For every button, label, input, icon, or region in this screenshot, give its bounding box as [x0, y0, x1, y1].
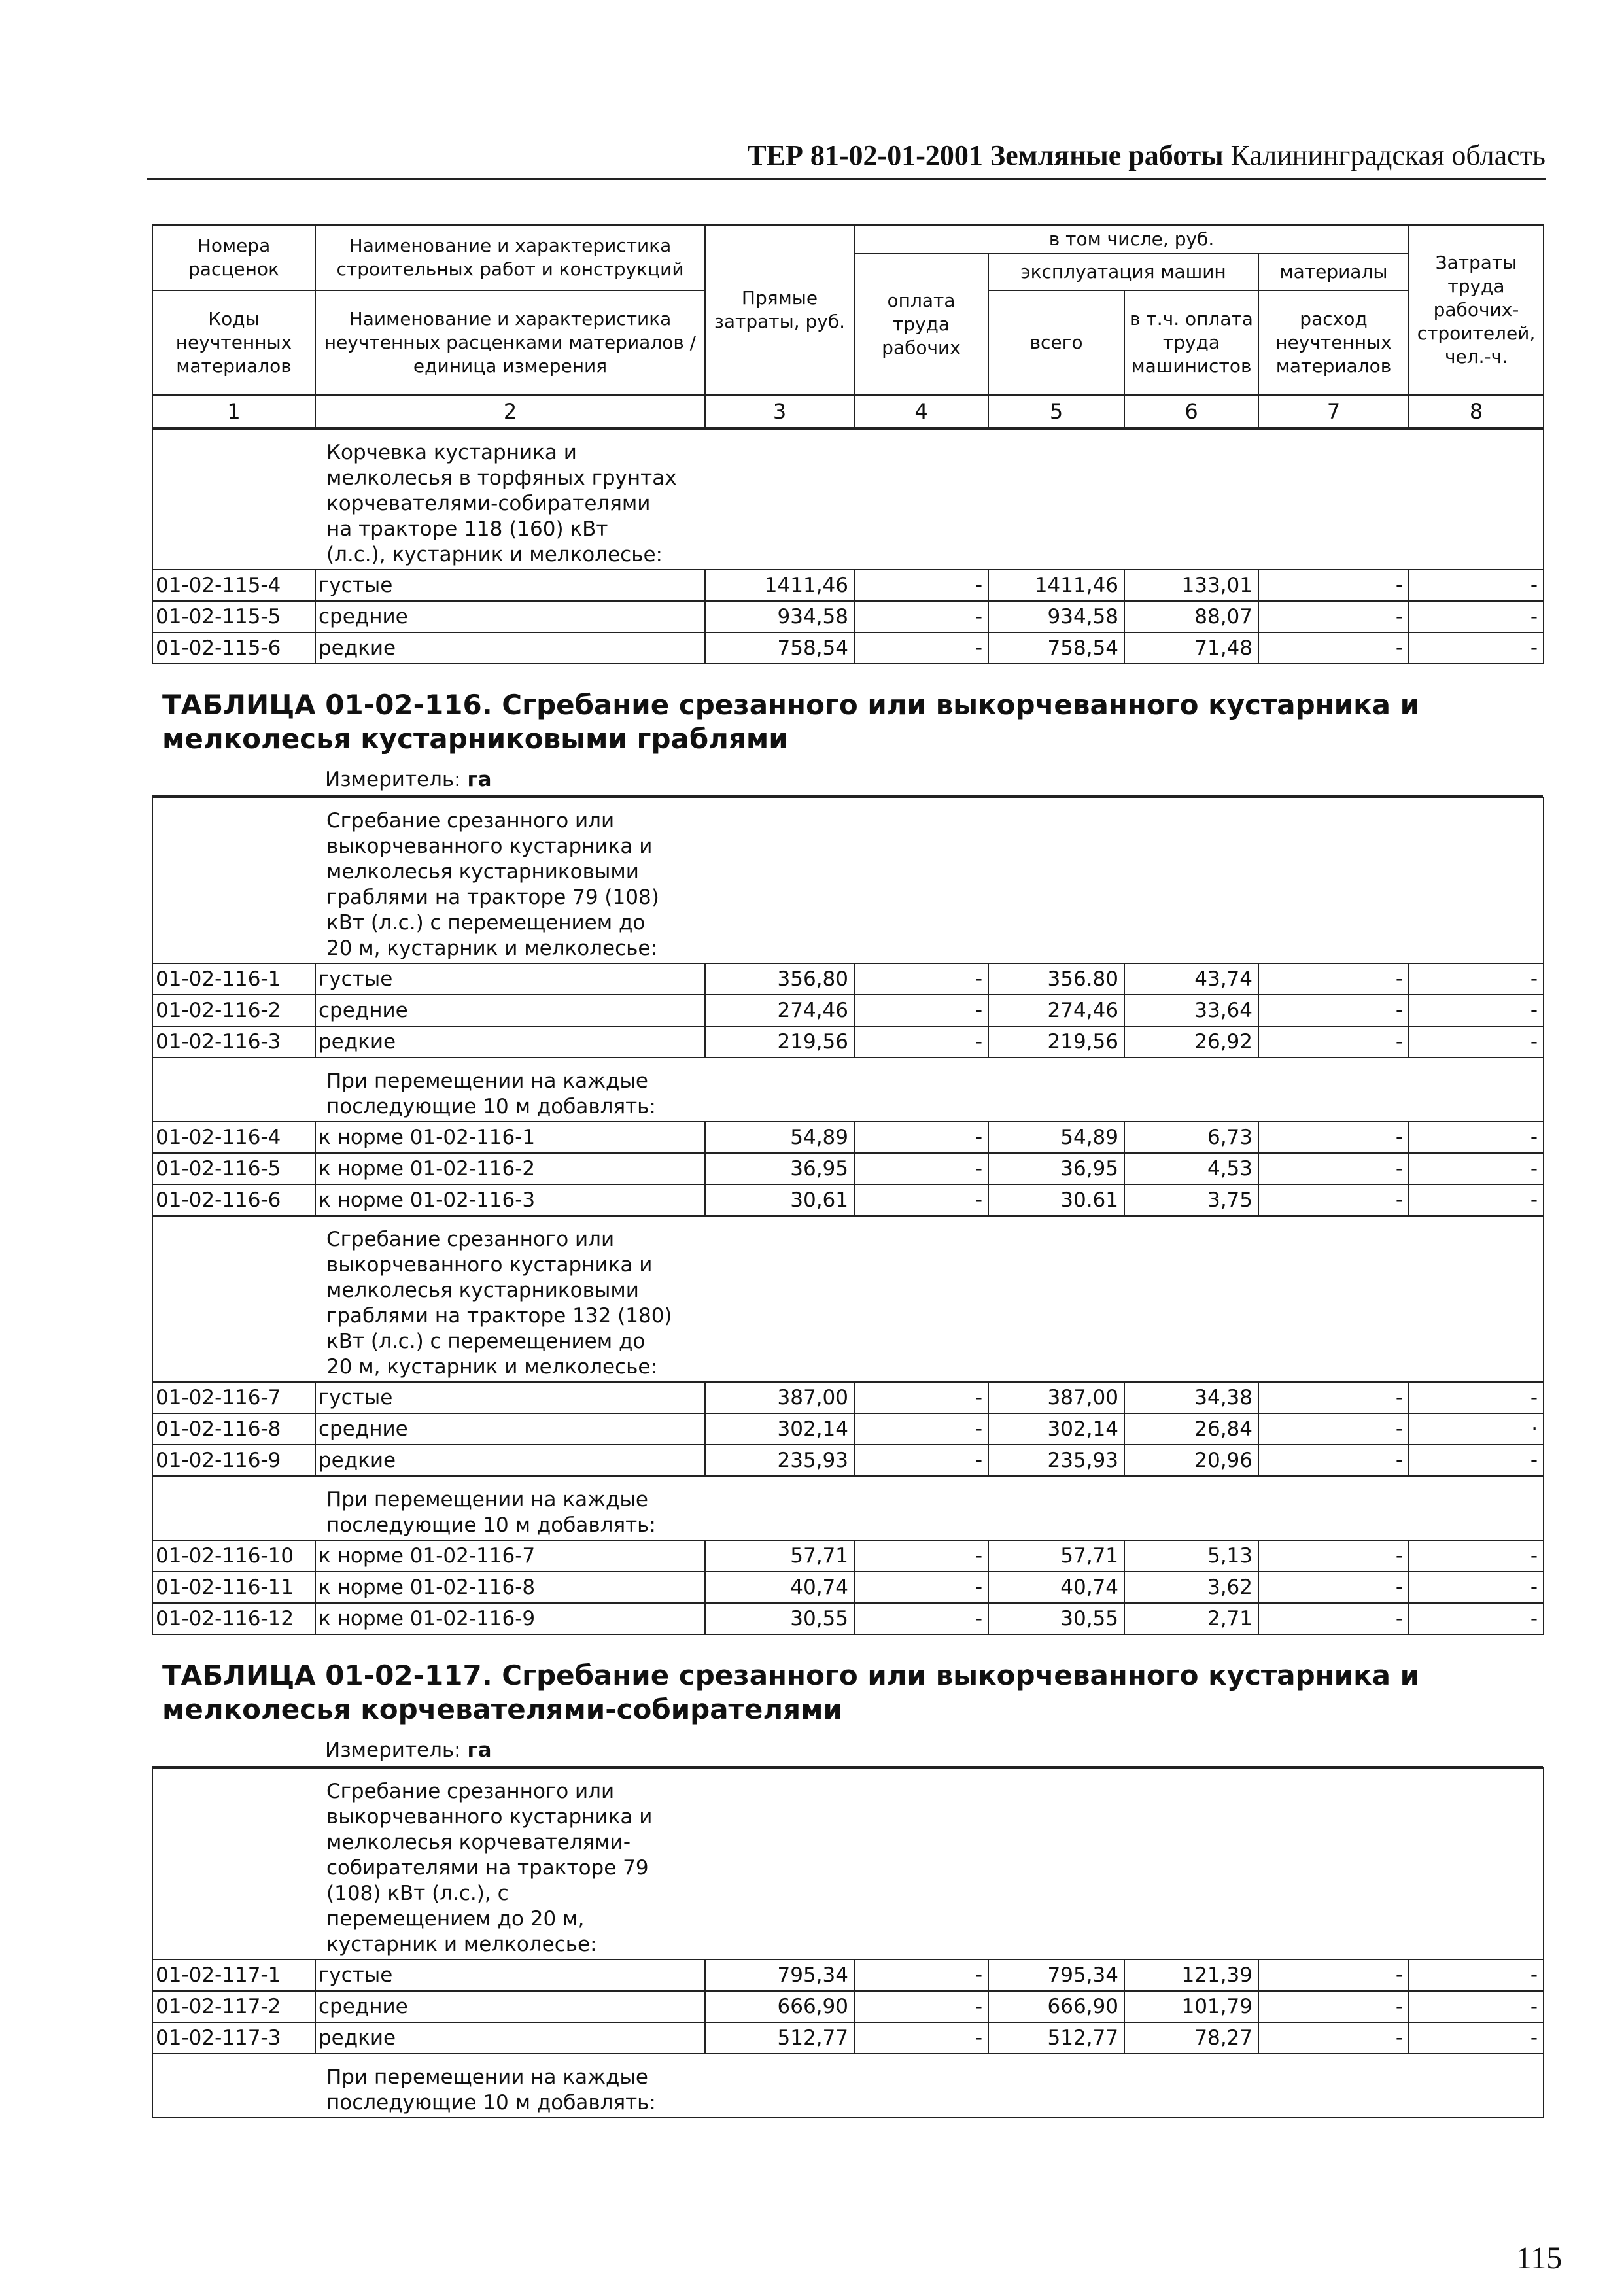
cell-worker-pay: -	[854, 1445, 988, 1476]
cell-machines-total: 235,93	[988, 1445, 1124, 1476]
section-description: Корчевка кустарника и мелколесья в торфяных грунтах корчевателями-собирателями на тракторе 118 (160) кВт (л.с.), кустарник и мелколесье:	[152, 429, 1544, 570]
document-code: ТЕР 81-02-01-2001	[747, 139, 983, 171]
header-material-name: Наименование и характеристика неучтенных расценками материалов / единица измерения	[315, 290, 705, 395]
table-row	[152, 1991, 1544, 2022]
cell-materials: -	[1258, 2022, 1409, 2054]
cell-rate-code: 01-02-117-1	[152, 1959, 315, 1991]
cell-labor-hours: -	[1409, 1991, 1544, 2022]
header-worker-pay: оплата труда рабочих	[854, 254, 988, 395]
table-body	[152, 428, 1543, 2118]
table-row	[152, 963, 1544, 995]
section-description: При перемещении на каждые последующие 10 м добавлять:	[152, 1476, 1544, 1540]
cell-labor-hours: -	[1409, 1540, 1544, 1572]
cell-direct-costs: 30,55	[705, 1603, 854, 1634]
cell-machines-total: 219,56	[988, 1026, 1124, 1058]
cell-operator-pay: 5,13	[1124, 1540, 1258, 1572]
cell-direct-costs: 758,54	[705, 632, 854, 664]
cell-materials: -	[1258, 1603, 1409, 1634]
cell-materials: -	[1258, 963, 1409, 995]
header-materials: материалы	[1258, 254, 1409, 290]
cell-work-name: густые	[315, 570, 705, 601]
cell-worker-pay: -	[854, 963, 988, 995]
cell-work-name: к норме 01-02-116-8	[315, 1572, 705, 1603]
cell-machines-total: 1411,46	[988, 570, 1124, 601]
cell-work-name: редкие	[315, 632, 705, 664]
table-row	[152, 570, 1544, 601]
cell-labor-hours: -	[1409, 1382, 1544, 1413]
cell-operator-pay: 121,39	[1124, 1959, 1258, 1991]
column-number: 3	[705, 395, 854, 428]
cell-materials: -	[1258, 995, 1409, 1026]
cell-labor-hours: -	[1409, 632, 1544, 664]
cell-materials: -	[1258, 632, 1409, 664]
region: Калининградская область	[1230, 139, 1546, 171]
unit-value: га	[467, 768, 492, 791]
cell-materials: -	[1258, 1122, 1409, 1153]
cell-rate-code: 01-02-116-10	[152, 1540, 315, 1572]
cell-work-name: к норме 01-02-116-3	[315, 1184, 705, 1216]
column-number: 8	[1409, 395, 1544, 428]
table-row	[152, 1122, 1544, 1153]
cell-work-name: средние	[315, 1413, 705, 1445]
cell-labor-hours: -	[1409, 1445, 1544, 1476]
cell-rate-code: 01-02-116-4	[152, 1122, 315, 1153]
cell-machines-total: 302,14	[988, 1413, 1124, 1445]
header-work-name: Наименование и характеристика строительных работ и конструкций	[315, 225, 705, 290]
column-number: 6	[1124, 395, 1258, 428]
cell-rate-code: 01-02-116-8	[152, 1413, 315, 1445]
cell-work-name: к норме 01-02-116-1	[315, 1122, 705, 1153]
cell-operator-pay: 43,74	[1124, 963, 1258, 995]
cell-operator-pay: 101,79	[1124, 1991, 1258, 2022]
cell-direct-costs: 1411,46	[705, 570, 854, 601]
cell-rate-code: 01-02-115-5	[152, 601, 315, 632]
cell-direct-costs: 795,34	[705, 1959, 854, 1991]
cell-direct-costs: 57,71	[705, 1540, 854, 1572]
table-row	[152, 995, 1544, 1026]
cell-worker-pay: -	[854, 1184, 988, 1216]
cell-labor-hours: -	[1409, 1572, 1544, 1603]
header-material-consumption: расход неучтенных материалов	[1258, 290, 1409, 395]
cell-work-name: редкие	[315, 1026, 705, 1058]
table-row	[152, 1959, 1544, 1991]
cell-machines-total: 54,89	[988, 1122, 1124, 1153]
cell-direct-costs: 387,00	[705, 1382, 854, 1413]
cell-machines-total: 36,95	[988, 1153, 1124, 1184]
cell-rate-code: 01-02-116-1	[152, 963, 315, 995]
cell-operator-pay: 78,27	[1124, 2022, 1258, 2054]
cell-operator-pay: 3,75	[1124, 1184, 1258, 1216]
cell-worker-pay: -	[854, 2022, 988, 2054]
cell-worker-pay: -	[854, 1991, 988, 2022]
rates-table	[152, 1767, 1544, 2118]
rates-table	[152, 428, 1544, 664]
cell-materials: -	[1258, 1413, 1409, 1445]
cell-materials: -	[1258, 1153, 1409, 1184]
column-number: 7	[1258, 395, 1409, 428]
cell-worker-pay: -	[854, 1572, 988, 1603]
cell-direct-costs: 235,93	[705, 1445, 854, 1476]
cell-work-name: густые	[315, 1382, 705, 1413]
cell-operator-pay: 4,53	[1124, 1153, 1258, 1184]
cell-machines-total: 387,00	[988, 1382, 1124, 1413]
cell-direct-costs: 666,90	[705, 1991, 854, 2022]
cell-worker-pay: -	[854, 1413, 988, 1445]
cell-rate-code: 01-02-116-11	[152, 1572, 315, 1603]
cell-work-name: средние	[315, 601, 705, 632]
cell-materials: -	[1258, 1540, 1409, 1572]
table-row	[152, 1413, 1544, 1445]
table-row	[152, 1445, 1544, 1476]
header-material-codes: Коды неучтенных материалов	[152, 290, 315, 395]
table-row	[152, 1382, 1544, 1413]
header-including: в том числе, руб.	[854, 225, 1409, 254]
table-row	[152, 601, 1544, 632]
cell-work-name: средние	[315, 1991, 705, 2022]
cell-operator-pay: 34,38	[1124, 1382, 1258, 1413]
cell-operator-pay: 6,73	[1124, 1122, 1258, 1153]
cell-rate-code: 01-02-115-6	[152, 632, 315, 664]
cell-machines-total: 758,54	[988, 632, 1124, 664]
cell-worker-pay: -	[854, 632, 988, 664]
table-row	[152, 1572, 1544, 1603]
table-row	[152, 1153, 1544, 1184]
cell-labor-hours: -	[1409, 1603, 1544, 1634]
cell-operator-pay: 71,48	[1124, 632, 1258, 664]
cell-labor-hours: -	[1409, 1959, 1544, 1991]
cell-worker-pay: -	[854, 995, 988, 1026]
cell-rate-code: 01-02-117-2	[152, 1991, 315, 2022]
column-numbers-row	[152, 395, 1544, 428]
rates-table	[152, 797, 1544, 1635]
table-row	[152, 632, 1544, 664]
unit-of-measure	[152, 756, 1543, 797]
cell-materials: -	[1258, 601, 1409, 632]
cell-direct-costs: 356,80	[705, 963, 854, 995]
cell-machines-total: 356.80	[988, 963, 1124, 995]
cell-materials: -	[1258, 1572, 1409, 1603]
cell-direct-costs: 54,89	[705, 1122, 854, 1153]
cell-rate-code: 01-02-116-9	[152, 1445, 315, 1476]
unit-value: га	[467, 1738, 492, 1762]
cell-rate-code: 01-02-116-6	[152, 1184, 315, 1216]
header-labor-hours: Затраты труда рабочих-строителей, чел.-ч.	[1409, 225, 1544, 395]
header-machines-total: всего	[988, 290, 1124, 395]
cell-work-name: редкие	[315, 2022, 705, 2054]
table-title: ТАБЛИЦА 01-02-117. Сгребание срезанного или выкорчеванного кустарника и мелколесья корчевателями-собирателями	[162, 1659, 1419, 1725]
cell-rate-code: 01-02-116-5	[152, 1153, 315, 1184]
table-title: ТАБЛИЦА 01-02-116. Сгребание срезанного или выкорчеванного кустарника и мелколесья кустарниковыми граблями	[162, 689, 1419, 755]
header-rule	[147, 178, 1546, 180]
cell-operator-pay: 3,62	[1124, 1572, 1258, 1603]
cell-materials: -	[1258, 1184, 1409, 1216]
header-machines: эксплуатация машин	[988, 254, 1258, 290]
table-row	[152, 2022, 1544, 2054]
header-direct-costs: Прямые затраты, руб.	[705, 225, 854, 395]
cell-labor-hours: -	[1409, 570, 1544, 601]
running-header	[747, 139, 1546, 172]
cell-direct-costs: 40,74	[705, 1572, 854, 1603]
page-number: 115	[1516, 2241, 1563, 2275]
cell-operator-pay: 2,71	[1124, 1603, 1258, 1634]
section-description: При перемещении на каждые последующие 10 м добавлять:	[152, 2054, 1544, 2118]
cell-machines-total: 40,74	[988, 1572, 1124, 1603]
cell-operator-pay: 133,01	[1124, 570, 1258, 601]
cell-direct-costs: 30,61	[705, 1184, 854, 1216]
cell-work-name: густые	[315, 963, 705, 995]
cell-worker-pay: -	[854, 1603, 988, 1634]
column-number: 4	[854, 395, 988, 428]
cell-labor-hours: -	[1409, 995, 1544, 1026]
unit-label: Измеритель:	[325, 768, 461, 791]
cell-worker-pay: -	[854, 1959, 988, 1991]
cell-machines-total: 57,71	[988, 1540, 1124, 1572]
cell-rate-code: 01-02-116-12	[152, 1603, 315, 1634]
cell-work-name: к норме 01-02-116-2	[315, 1153, 705, 1184]
column-number: 1	[152, 395, 315, 428]
column-number: 5	[988, 395, 1124, 428]
cell-worker-pay: -	[854, 1540, 988, 1572]
cell-materials: -	[1258, 1959, 1409, 1991]
cell-machines-total: 30.61	[988, 1184, 1124, 1216]
cell-machines-total: 666,90	[988, 1991, 1124, 2022]
cell-rate-code: 01-02-116-2	[152, 995, 315, 1026]
cell-operator-pay: 20,96	[1124, 1445, 1258, 1476]
cell-materials: -	[1258, 1445, 1409, 1476]
section-description: Сгребание срезанного или выкорчеванного кустарника и мелколесья корчевателями- собирателями на тракторе 79 (108) кВт (л.с.), с перемещением до 20 м, кустарник и мелколесье:	[152, 1768, 1544, 1959]
cell-worker-pay: -	[854, 1382, 988, 1413]
cell-machines-total: 795,34	[988, 1959, 1124, 1991]
cell-labor-hours: -	[1409, 601, 1544, 632]
cell-direct-costs: 219,56	[705, 1026, 854, 1058]
cell-direct-costs: 274,46	[705, 995, 854, 1026]
header-operator-pay: в т.ч. оплата труда машинистов	[1124, 290, 1258, 395]
unit-label: Измеритель:	[325, 1738, 461, 1762]
cell-worker-pay: -	[854, 570, 988, 601]
cell-rate-code: 01-02-115-4	[152, 570, 315, 601]
cell-work-name: густые	[315, 1959, 705, 1991]
cell-machines-total: 934,58	[988, 601, 1124, 632]
column-number: 2	[315, 395, 705, 428]
cell-materials: -	[1258, 570, 1409, 601]
cell-machines-total: 512,77	[988, 2022, 1124, 2054]
table-row	[152, 1540, 1544, 1572]
cell-direct-costs: 36,95	[705, 1153, 854, 1184]
cell-machines-total: 30,55	[988, 1603, 1124, 1634]
cell-operator-pay: 88,07	[1124, 601, 1258, 632]
cell-worker-pay: -	[854, 601, 988, 632]
cell-rate-code: 01-02-116-3	[152, 1026, 315, 1058]
cell-labor-hours: -	[1409, 1184, 1544, 1216]
cell-rate-code: 01-02-116-7	[152, 1382, 315, 1413]
cell-labor-hours: -	[1409, 2022, 1544, 2054]
cell-operator-pay: 26,92	[1124, 1026, 1258, 1058]
cell-operator-pay: 26,84	[1124, 1413, 1258, 1445]
table-header	[152, 224, 1544, 428]
cell-machines-total: 274,46	[988, 995, 1124, 1026]
table-row	[152, 1184, 1544, 1216]
header-rate-numbers: Номера расценок	[152, 225, 315, 290]
cell-materials: -	[1258, 1026, 1409, 1058]
cell-operator-pay: 33,64	[1124, 995, 1258, 1026]
cell-materials: -	[1258, 1382, 1409, 1413]
cell-work-name: к норме 01-02-116-9	[315, 1603, 705, 1634]
cell-rate-code: 01-02-117-3	[152, 2022, 315, 2054]
cell-materials: -	[1258, 1991, 1409, 2022]
cell-direct-costs: 934,58	[705, 601, 854, 632]
cell-work-name: редкие	[315, 1445, 705, 1476]
cell-work-name: к норме 01-02-116-7	[315, 1540, 705, 1572]
cell-labor-hours: -	[1409, 963, 1544, 995]
cell-direct-costs: 512,77	[705, 2022, 854, 2054]
cell-work-name: средние	[315, 995, 705, 1026]
cell-labor-hours: -	[1409, 1153, 1544, 1184]
cell-worker-pay: -	[854, 1122, 988, 1153]
cell-labor-hours: -	[1409, 1026, 1544, 1058]
table-row	[152, 1603, 1544, 1634]
rates-document	[152, 224, 1543, 2118]
cell-direct-costs: 302,14	[705, 1413, 854, 1445]
cell-labor-hours: -	[1409, 1122, 1544, 1153]
cell-labor-hours: ·	[1409, 1413, 1544, 1445]
section-description: Сгребание срезанного или выкорчеванного кустарника и мелколесья кустарниковыми граблями на тракторе 79 (108) кВт (л.с.) с перемещением до 20 м, кустарник и мелколесье:	[152, 797, 1544, 963]
unit-of-measure	[152, 1727, 1543, 1767]
table-row	[152, 1026, 1544, 1058]
section-description: При перемещении на каждые последующие 10 м добавлять:	[152, 1058, 1544, 1122]
section-description: Сгребание срезанного или выкорчеванного кустарника и мелколесья кустарниковыми граблями на тракторе 132 (180) кВт (л.с.) с перемещением до 20 м, кустарник и мелколесье:	[152, 1216, 1544, 1382]
cell-worker-pay: -	[854, 1026, 988, 1058]
document-title: Земляные работы	[990, 139, 1224, 171]
cell-worker-pay: -	[854, 1153, 988, 1184]
